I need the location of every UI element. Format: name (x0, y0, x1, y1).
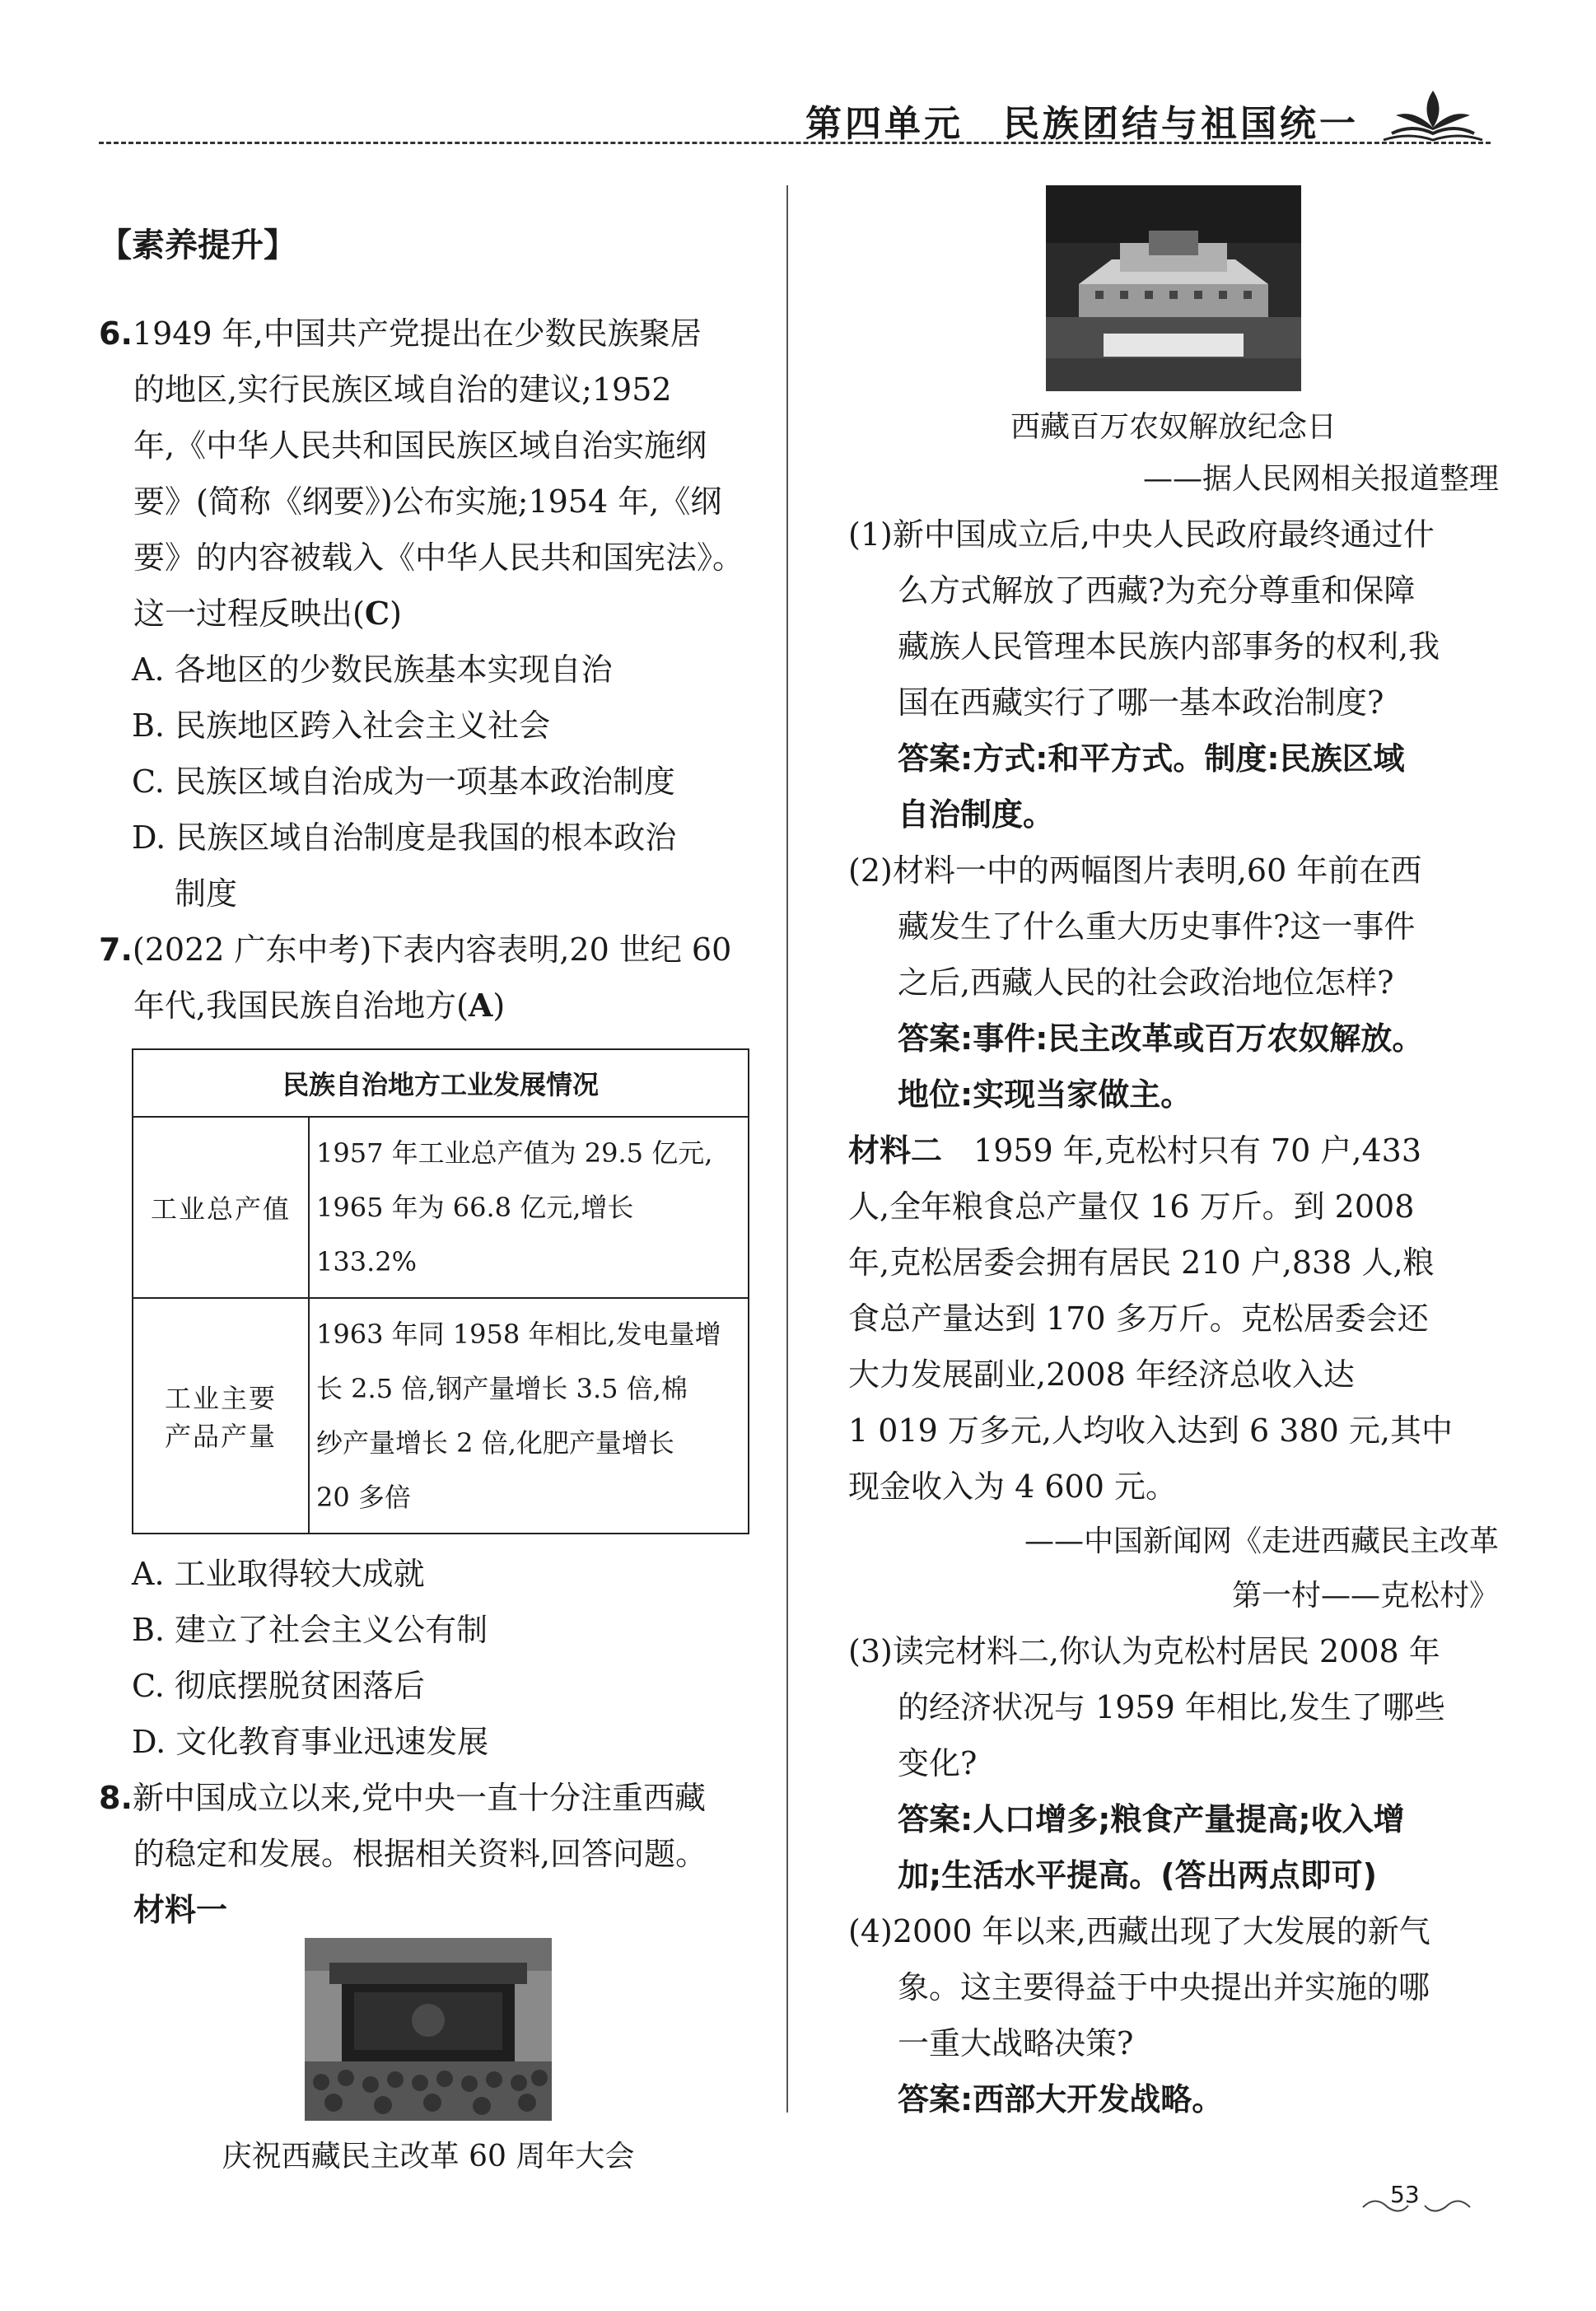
answer-text: 加;生活水平提高。(答出两点即可) (898, 1857, 1377, 1893)
cell-line: 长 2.5 倍,钢产量增长 3.5 倍,棉 (316, 1373, 688, 1404)
material-text: 1 019 万多元,人均收入达到 6 380 元,其中 (848, 1412, 1453, 1449)
page-header (99, 82, 1491, 148)
question-text: 要》的内容被载入《中华人民共和国宪法》。 (133, 539, 744, 576)
answer-text: 自治制度。 (898, 796, 1055, 833)
row-header-line: 工业主要 (164, 1383, 277, 1414)
question-6 (99, 306, 758, 922)
celebration-rally-photo (305, 1938, 552, 2121)
question-number: 8. (99, 1780, 133, 1816)
unit-title: 第四单元 民族团结与祖国统一 (805, 103, 1359, 145)
question-text: 的地区,实行民族区域自治的建议;1952 (133, 371, 672, 408)
option-a: A. 工业取得较大成就 (132, 1556, 425, 1592)
section-title: 【素养提升】 (99, 226, 296, 264)
row-cell (309, 1298, 749, 1534)
sub-question-1 (848, 507, 1499, 843)
option-d: D. 文化教育事业迅速发展 (132, 1724, 489, 1760)
sub-question-3 (848, 1623, 1499, 1903)
photo-2 (848, 185, 1499, 452)
material-text: 大力发展副业,2008 年经济总收入达 (848, 1356, 1355, 1393)
question-text: (2022 广东中考)下表内容表明,20 世纪 60 (132, 931, 732, 968)
material-2-label: 材料二 (848, 1132, 943, 1169)
question-text: 新中国成立以来,党中央一直十分注重西藏 (132, 1780, 706, 1816)
answer-choice: C (364, 595, 390, 632)
sub-question-text: 变化? (898, 1745, 978, 1781)
option-d: D. 民族区域自治制度是我国的根本政治 (132, 819, 677, 856)
question-text: 年代,我国民族自治地方( (133, 987, 469, 1024)
answer-text: 答案:事件:民主改革或百万农奴解放。 (898, 1020, 1424, 1057)
sub-question-text: 的经济状况与 1959 年相比,发生了哪些 (898, 1689, 1445, 1725)
photo-2-caption: 西藏百万农奴解放纪念日 (1010, 410, 1337, 444)
option-a: A. 各地区的少数民族基本实现自治 (132, 651, 613, 688)
material-2 (848, 1123, 1499, 1623)
potala-palace-photo (1046, 185, 1301, 391)
page-number: 53 (1390, 2181, 1420, 2208)
material-text: 人,全年粮食总产量仅 16 万斤。到 2008 (848, 1188, 1415, 1225)
answer-text: 答案:方式:和平方式。制度:民族区域 (898, 740, 1405, 777)
question-7 (99, 922, 758, 1770)
answer-text: 地位:实现当家做主。 (898, 1076, 1192, 1113)
row-header (133, 1298, 309, 1534)
table-title: 民族自治地方工业发展情况 (133, 1049, 749, 1117)
question-text: 要》(简称《纲要》)公布实施;1954 年,《纲 (133, 483, 722, 520)
material-text: 年,克松居委会拥有居民 210 户,838 人,粮 (848, 1244, 1435, 1281)
question-number: 6. (99, 315, 133, 352)
sub-question-text: (1)新中国成立后,中央人民政府最终通过什 (848, 516, 1435, 553)
header-dashed-rule (99, 142, 1491, 144)
material-2-source: ——中国新闻网《走进西藏民主改革 (1024, 1524, 1499, 1558)
material-2-source: 第一村——克松村》 (1231, 1579, 1499, 1613)
table-row (133, 1117, 749, 1298)
material-text: 1959 年,克松村只有 70 户,433 (942, 1132, 1422, 1169)
option-c: C. 民族区域自治成为一项基本政治制度 (132, 763, 675, 800)
question-text: 1949 年,中国共产党提出在少数民族聚居 (132, 315, 702, 352)
option-b: B. 民族地区跨入社会主义社会 (132, 707, 551, 744)
material-1-source: ——据人民网相关报道整理 (1142, 462, 1499, 496)
question-text: 这一过程反映出( (133, 595, 365, 632)
sub-question-4 (848, 1903, 1499, 2127)
sub-question-text: (4)2000 年以来,西藏出现了大发展的新气 (848, 1913, 1430, 1949)
table-row (133, 1298, 749, 1534)
sub-question-text: 藏族人民管理本民族内部事务的权利,我 (898, 628, 1440, 665)
option-b: B. 建立了社会主义公有制 (132, 1612, 488, 1648)
question-number: 7. (99, 931, 133, 968)
page-number-flourish-icon (1359, 2191, 1474, 2215)
cell-line: 1965 年为 66.8 亿元,增长 133.2% (316, 1192, 634, 1277)
right-column (848, 185, 1499, 2127)
bracket-close: ) (492, 987, 506, 1024)
question-8 (99, 1770, 758, 2182)
column-divider (786, 185, 788, 2113)
sub-question-text: 一重大战略决策? (898, 2025, 1134, 2061)
row-header: 工业总产值 (133, 1117, 309, 1298)
cell-line: 20 多倍 (316, 1482, 411, 1513)
sub-question-2 (848, 843, 1499, 1123)
bracket-close: ) (390, 595, 402, 632)
cell-line: 纱产量增长 2 倍,化肥产量增长 (316, 1427, 674, 1459)
row-cell (309, 1117, 749, 1298)
material-text: 食总产量达到 170 多万斤。克松居委会还 (848, 1300, 1429, 1337)
left-column (99, 185, 758, 2182)
sub-question-text: (2)材料一中的两幅图片表明,60 年前在西 (848, 852, 1422, 889)
sub-question-text: 藏发生了什么重大历史事件?这一事件 (898, 908, 1416, 945)
question-text: 年,《中华人民共和国民族区域自治实施纲 (133, 427, 707, 464)
row-header-line: 产品产量 (164, 1421, 277, 1452)
answer-choice: A (468, 987, 493, 1024)
material-1-label: 材料一 (133, 1892, 228, 1928)
question-text: 的稳定和发展。根据相关资料,回答问题。 (133, 1836, 707, 1872)
answer-text: 答案:人口增多;粮食产量提高;收入增 (898, 1801, 1405, 1837)
sub-question-text: 国在西藏实行了哪一基本政治制度? (898, 684, 1384, 721)
cell-line: 1963 年同 1958 年相比,发电量增 (316, 1319, 721, 1350)
cell-line: 1957 年工业总产值为 29.5 亿元, (316, 1137, 713, 1169)
sub-question-text: 之后,西藏人民的社会政治地位怎样? (898, 964, 1394, 1001)
sub-question-text: (3)读完材料二,你认为克松村居民 2008 年 (848, 1633, 1440, 1669)
photo-1 (99, 1938, 758, 2182)
photo-1-caption: 庆祝西藏民主改革 60 周年大会 (222, 2140, 635, 2173)
sub-question-text: 么方式解放了西藏?为充分尊重和保障 (898, 572, 1416, 609)
sub-question-text: 象。这主要得益于中央提出并实施的哪 (898, 1969, 1430, 2005)
lotus-ornament-icon (1375, 82, 1491, 145)
option-c: C. 彻底摆脱贫困落后 (132, 1668, 425, 1704)
industry-table (132, 1048, 749, 1534)
material-text: 现金收入为 4 600 元。 (848, 1468, 1177, 1505)
option-d-continued: 制度 (175, 875, 238, 912)
answer-text: 答案:西部大开发战略。 (898, 2081, 1224, 2117)
